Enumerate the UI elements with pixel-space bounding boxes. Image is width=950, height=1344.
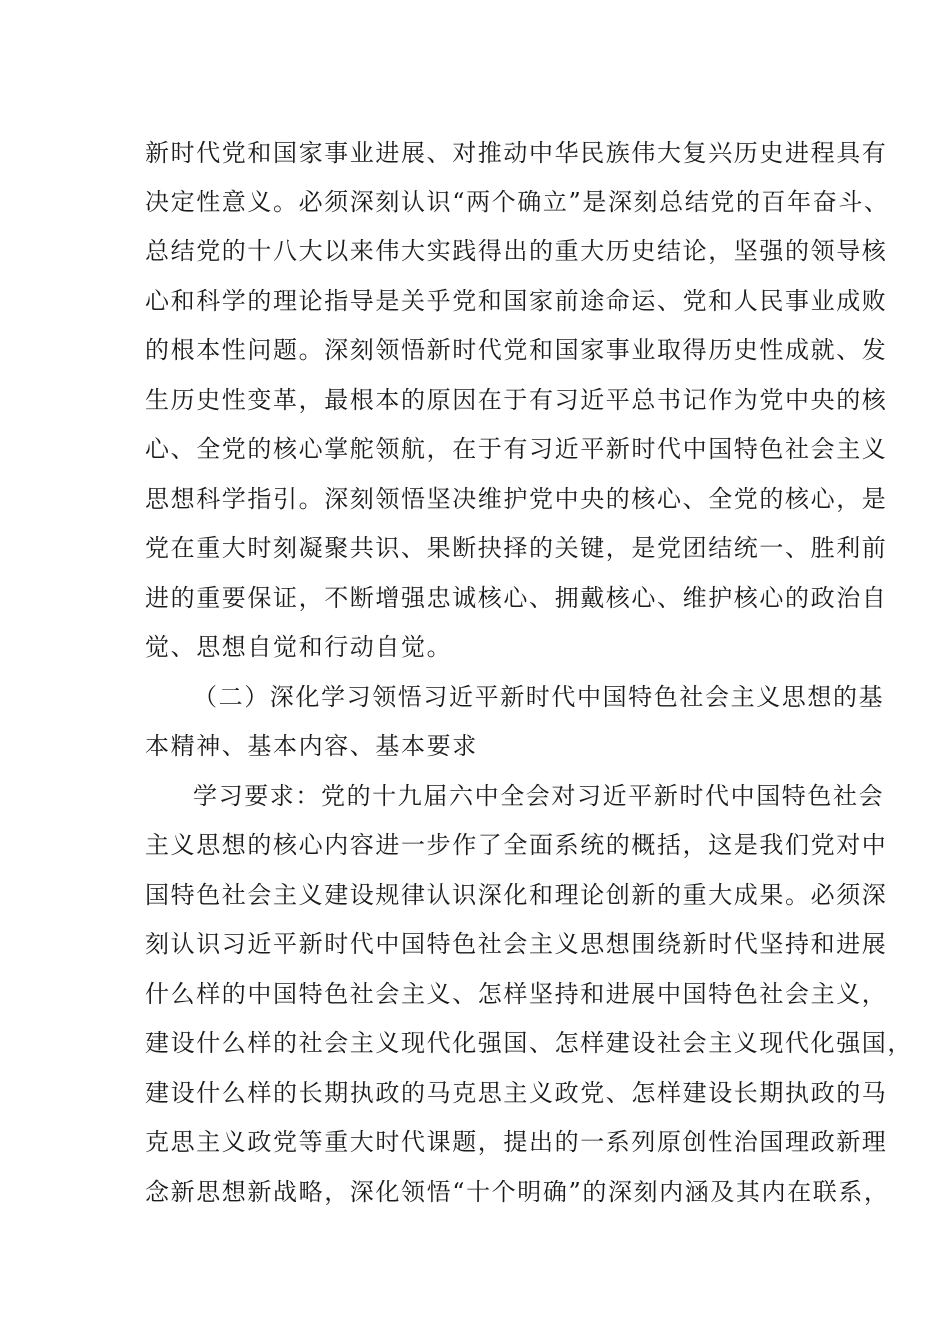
body-text-line: 的根本性问题。深刻领悟新时代党和国家事业取得历史性成就、发 [145,336,888,364]
body-text-line: 党在重大时刻凝聚共识、果断抉择的关键，是党团结统一、胜利前 [145,534,888,562]
body-text-line: 决定性意义。必须深刻认识“两个确立”是深刻总结党的百年奋斗、 [145,188,890,216]
body-text-line: 主义思想的核心内容进一步作了全面系统的概括，这是我们党对中 [145,831,888,859]
section-heading-line: 本精神、基本内容、基本要求 [145,732,478,760]
body-text-line: 思想科学指引。深刻领悟坚决维护党中央的核心、全党的核心，是 [145,485,888,513]
body-text-line: 学习要求：党的十九届六中全会对习近平新时代中国特色社会 [193,782,885,810]
body-text-line: 生历史性变革，最根本的原因在于有习近平总书记作为党中央的核 [145,386,888,414]
body-text-line: 心和科学的理论指导是关乎党和国家前途命运、党和人民事业成败 [145,287,888,315]
body-text-line: 克思主义政党等重大时代课题，提出的一系列原创性治国理政新理 [145,1128,888,1156]
body-text-line: 总结党的十八大以来伟大实践得出的重大历史结论，坚强的领导核 [145,237,888,265]
body-text-line: 心、全党的核心掌舵领航，在于有习近平新时代中国特色社会主义 [145,435,888,463]
body-text-line: 念新思想新战略，深化领悟“十个明确”的深刻内涵及其内在联系， [145,1178,890,1206]
body-text-line: 新时代党和国家事业进展、对推动中华民族伟大复兴历史进程具有 [145,139,888,167]
body-text-line: 刻认识习近平新时代中国特色社会主义思想围绕新时代坚持和进展 [145,930,888,958]
body-text-line: 什么样的中国特色社会主义、怎样坚持和进展中国特色社会主义， [145,980,888,1008]
body-text-line: 进的重要保证，不断增强忠诚核心、拥戴核心、维护核心的政治自 [145,584,888,612]
body-text-line: 建设什么样的社会主义现代化强国、怎样建设社会主义现代化强国， [145,1029,913,1057]
section-heading-line: （二）深化学习领悟习近平新时代中国特色社会主义思想的基 [193,683,885,711]
body-text-line: 国特色社会主义建设规律认识深化和理论创新的重大成果。必须深 [145,881,888,909]
body-text-line: 建设什么样的长期执政的马克思主义政党、怎样建设长期执政的马 [145,1079,888,1107]
body-text-line: 觉、思想自觉和行动自觉。 [145,633,453,661]
